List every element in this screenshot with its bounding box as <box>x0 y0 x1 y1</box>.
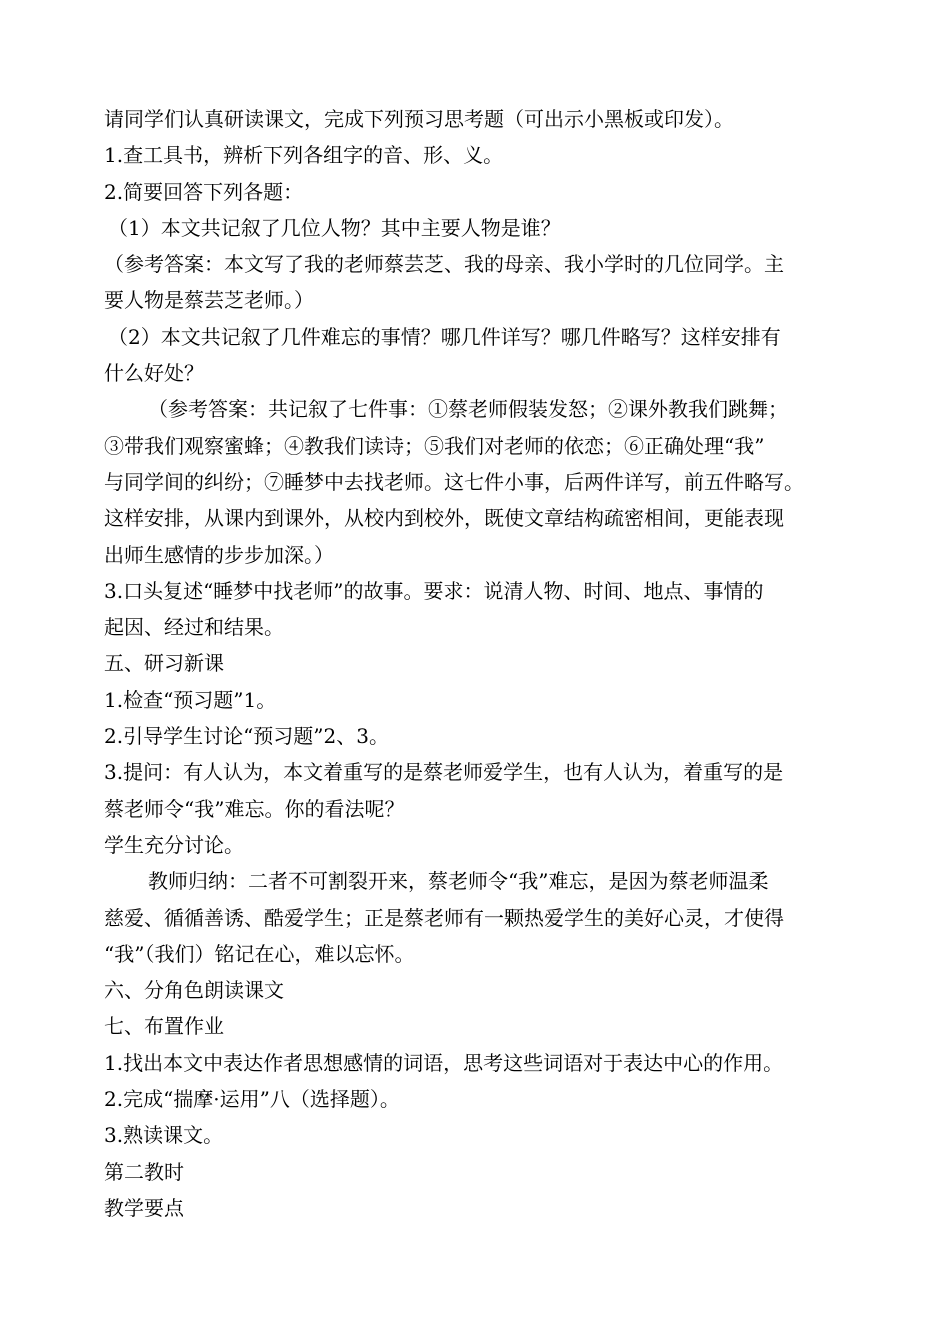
section-6-heading: 六、分角色朗读课文 <box>104 978 284 1003</box>
answer-2-line-4: 这样安排，从课内到课外，从校内到校外，既使文章结构疏密相间，更能表现 <box>104 506 784 531</box>
answer-1-line-2: 要人物是蔡芸芝老师。） <box>104 288 314 313</box>
intro-instruction: 请同学们认真研读课文，完成下列预习思考题（可出示小黑板或印发）。 <box>104 107 734 131</box>
second-period-heading: 第二教时 <box>104 1159 184 1184</box>
answer-2-line-5: 出师生感情的步步加深。） <box>104 542 334 567</box>
question-2-line-2: 什么好处？ <box>104 361 204 386</box>
section-5-heading: 五、研习新课 <box>104 651 224 676</box>
question-2-line-1: （2）本文共记叙了几件难忘的事情？哪几件详写？哪几件略写？这样安排有 <box>108 324 781 349</box>
teacher-summary-line-3: “我”（我们）铭记在心，难以忘怀。 <box>104 941 415 966</box>
teaching-points-heading: 教学要点 <box>104 1195 184 1220</box>
teacher-summary-line-2: 慈爱、循循善诱、酷爱学生；正是蔡老师有一颗热爱学生的美好心灵，才使得 <box>104 905 784 930</box>
homework-item-1: 1.找出本文中表达作者思想感情的词语，思考这些词语对于表达中心的作用。 <box>104 1050 784 1075</box>
section-7-heading: 七、布置作业 <box>104 1014 224 1039</box>
section-5-item-2: 2.引导学生讨论“预习题”2、3。 <box>104 724 389 749</box>
homework-item-2: 2.完成“揣摩·运用”八（选择题）。 <box>104 1087 400 1112</box>
homework-item-3: 3.熟读课文。 <box>104 1123 224 1148</box>
answer-2-line-2: ③带我们观察蜜蜂；④教我们读诗；⑤我们对老师的依恋；⑥正确处理“我” <box>104 433 765 458</box>
section-5-item-3-line-1: 3.提问：有人认为，本文着重写的是蔡老师爱学生，也有人认为，着重写的是 <box>104 760 784 785</box>
item-3-retell-line-1: 3.口头复述“睡梦中找老师”的故事。要求：说清人物、时间、地点、事情的 <box>104 578 764 603</box>
item-1-dictionary: 1.查工具书，辨析下列各组字的音、形、义。 <box>104 143 504 168</box>
student-discussion: 学生充分讨论。 <box>104 832 244 857</box>
item-2-questions: 2.简要回答下列各题： <box>104 179 304 204</box>
teacher-summary-line-1: 教师归纳：二者不可割裂开来，蔡老师令“我”难忘，是因为蔡老师温柔 <box>148 869 769 894</box>
item-3-retell-line-2: 起因、经过和结果。 <box>104 615 284 640</box>
question-1: （1）本文共记叙了几位人物？其中主要人物是谁？ <box>108 215 561 240</box>
section-5-item-1: 1.检查“预习题”1。 <box>104 687 277 712</box>
answer-2-line-1: （参考答案：共记叙了七件事：①蔡老师假装发怒；②课外教我们跳舞； <box>148 397 788 422</box>
document-page <box>104 101 856 1226</box>
section-5-item-3-line-2: 蔡老师令“我”难忘。你的看法呢？ <box>104 796 405 821</box>
answer-2-line-3: 与同学间的纠纷；⑦睡梦中去找老师。这七件小事，后两件详写，前五件略写。 <box>104 469 804 494</box>
answer-1-line-1: （参考答案：本文写了我的老师蔡芸芝、我的母亲、我小学时的几位同学。主 <box>104 252 784 277</box>
